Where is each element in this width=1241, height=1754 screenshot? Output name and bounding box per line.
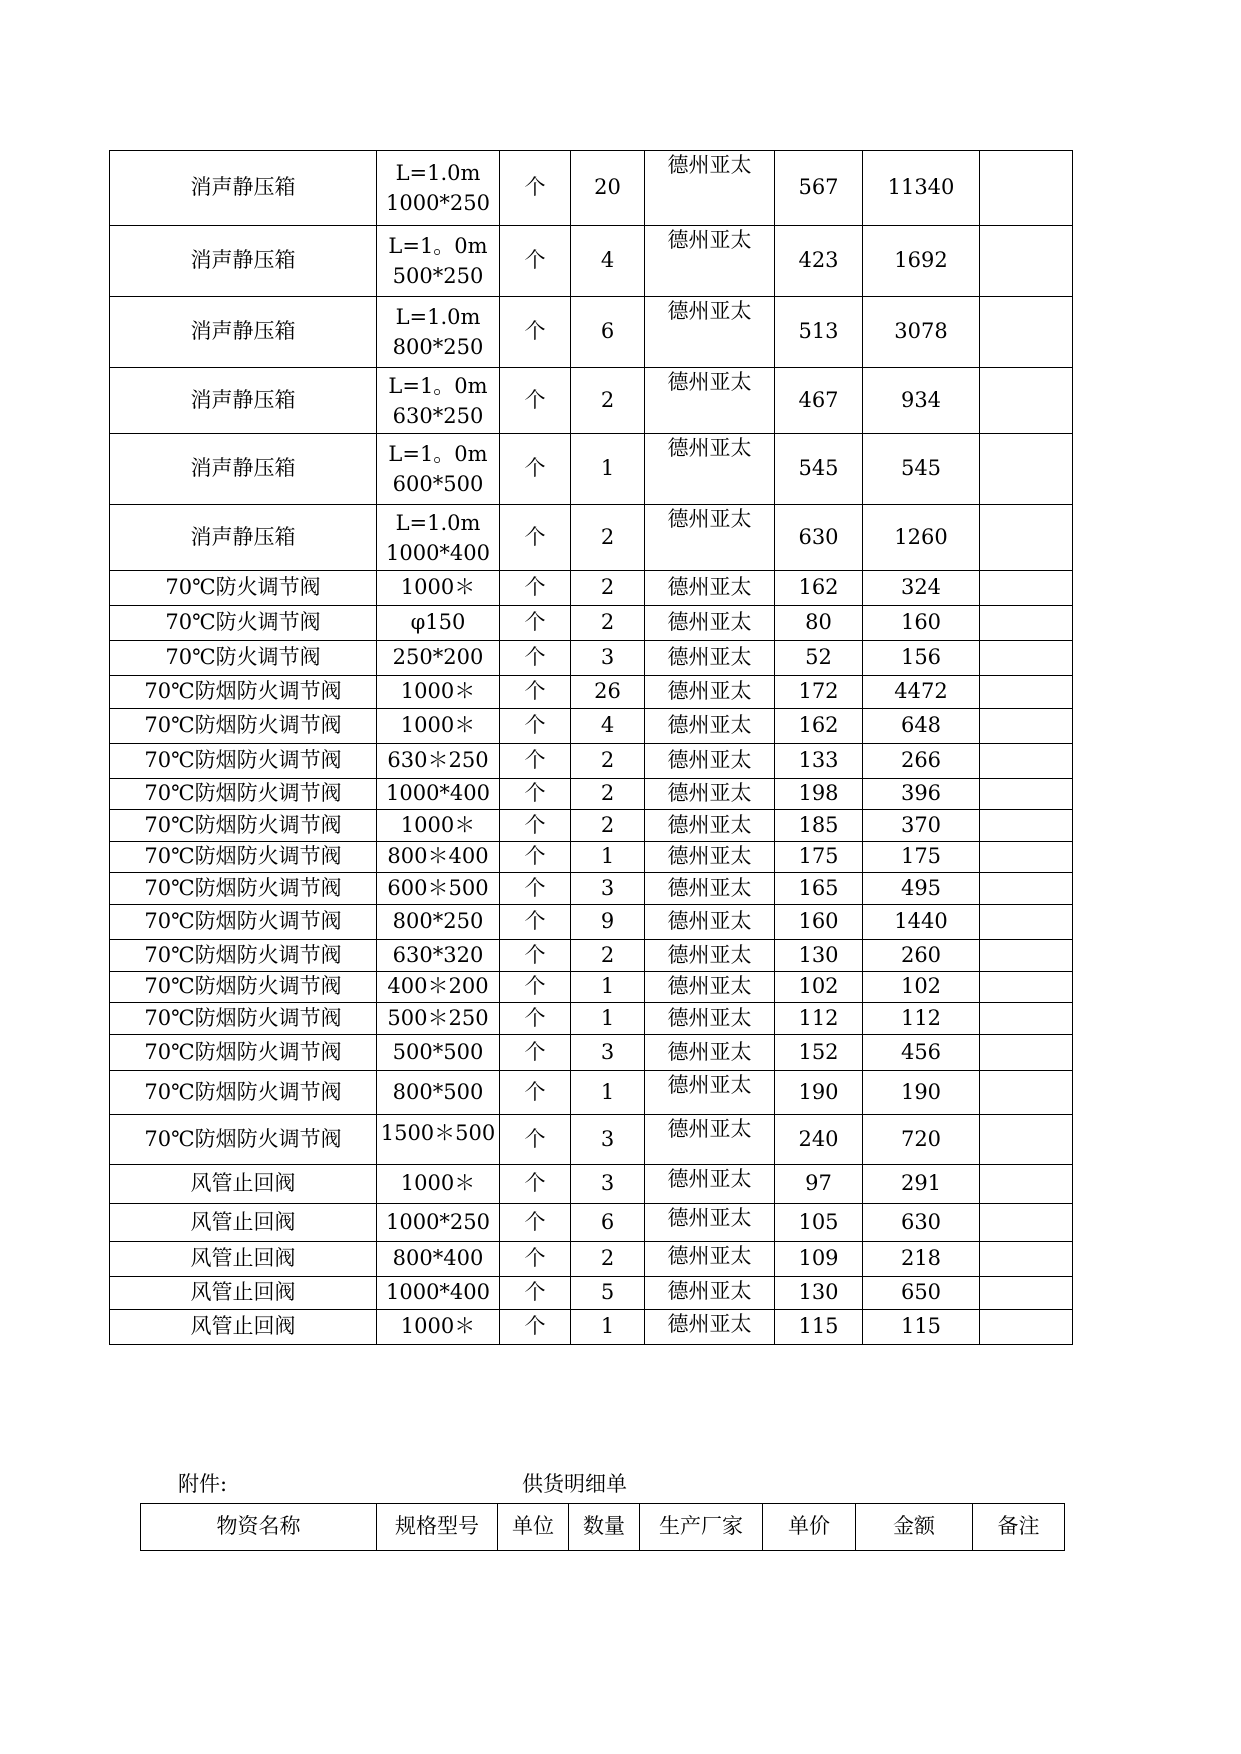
cell-amount: 11340	[863, 151, 980, 226]
table-row	[110, 905, 1073, 940]
cell-price: 130	[775, 940, 863, 972]
cell-amount: 324	[863, 571, 980, 606]
cell-spec: 1000*400	[377, 779, 500, 810]
cell-mfr: 德州亚太	[645, 226, 775, 297]
table-row	[110, 1035, 1073, 1071]
cell-amount: 112	[863, 1003, 980, 1035]
cell-price: 162	[775, 709, 863, 744]
table-row	[110, 810, 1073, 842]
cell-qty: 2	[571, 1242, 645, 1277]
cell-unit: 个	[500, 842, 571, 873]
cell-unit: 个	[500, 873, 571, 905]
table-row	[110, 297, 1073, 368]
table-row	[110, 606, 1073, 641]
cell-mfr: 德州亚太	[645, 297, 775, 368]
cell-note	[980, 641, 1073, 676]
cell-qty: 2	[571, 368, 645, 434]
cell-name: 70℃防烟防火调节阀	[110, 842, 377, 873]
cell-unit: 个	[500, 1035, 571, 1071]
cell-unit: 个	[500, 1242, 571, 1277]
cell-price: 115	[775, 1310, 863, 1345]
cell-note	[980, 434, 1073, 505]
cell-unit: 个	[500, 1310, 571, 1345]
cell-qty: 9	[571, 905, 645, 940]
cell-price: 102	[775, 972, 863, 1003]
cell-amount: 630	[863, 1204, 980, 1242]
cell-mfr: 德州亚太	[645, 1204, 775, 1242]
cell-mfr: 德州亚太	[645, 676, 775, 709]
table-row	[110, 1310, 1073, 1345]
cell-note	[980, 1003, 1073, 1035]
cell-price: 130	[775, 1277, 863, 1310]
cell-name: 70℃防烟防火调节阀	[110, 744, 377, 779]
cell-spec	[377, 368, 500, 434]
cell-spec: 1000＊	[377, 1310, 500, 1345]
cell-amount: 156	[863, 641, 980, 676]
cell-qty: 3	[571, 1115, 645, 1165]
cell-mfr: 德州亚太	[645, 434, 775, 505]
table-row	[110, 434, 1073, 505]
cell-mfr: 德州亚太	[645, 368, 775, 434]
cell-spec	[377, 226, 500, 297]
cell-mfr: 德州亚太	[645, 1003, 775, 1035]
cell-spec: 600＊500	[377, 873, 500, 905]
cell-qty: 4	[571, 226, 645, 297]
cell-unit: 个	[500, 1277, 571, 1310]
cell-qty: 20	[571, 151, 645, 226]
spec-line: L=1。0m	[388, 234, 488, 258]
spec-line: 1500＊	[380, 1121, 456, 1145]
spec-line: 1000*250	[385, 191, 491, 215]
cell-amount: 650	[863, 1277, 980, 1310]
cell-note	[980, 151, 1073, 226]
table-row	[110, 709, 1073, 744]
cell-unit: 个	[500, 709, 571, 744]
cell-amount: 1260	[863, 505, 980, 571]
cell-amount: 648	[863, 709, 980, 744]
cell-mfr: 德州亚太	[645, 779, 775, 810]
cell-qty: 3	[571, 641, 645, 676]
cell-note	[980, 676, 1073, 709]
cell-spec: 630*320	[377, 940, 500, 972]
cell-qty: 2	[571, 606, 645, 641]
cell-qty: 2	[571, 571, 645, 606]
cell-qty: 26	[571, 676, 645, 709]
cell-price: 105	[775, 1204, 863, 1242]
cell-name: 70℃防烟防火调节阀	[110, 1071, 377, 1115]
cell-price: 175	[775, 842, 863, 873]
cell-amount: 720	[863, 1115, 980, 1165]
cell-mfr: 德州亚太	[645, 940, 775, 972]
table-row	[110, 676, 1073, 709]
table-row	[110, 1277, 1073, 1310]
cell-unit: 个	[500, 434, 571, 505]
cell-price: 97	[775, 1165, 863, 1204]
cell-price: 467	[775, 368, 863, 434]
cell-spec: 250*200	[377, 641, 500, 676]
spec-line: 1000*400	[385, 540, 491, 565]
document-title: 供货明细单	[522, 1472, 627, 1496]
cell-mfr: 德州亚太	[645, 972, 775, 1003]
cell-spec: 400＊200	[377, 972, 500, 1003]
cell-price: 172	[775, 676, 863, 709]
cell-spec: 800＊400	[377, 842, 500, 873]
cell-price: 567	[775, 151, 863, 226]
cell-qty: 6	[571, 297, 645, 368]
cell-price: 112	[775, 1003, 863, 1035]
cell-qty: 2	[571, 779, 645, 810]
cell-name: 70℃防烟防火调节阀	[110, 972, 377, 1003]
cell-price: 630	[775, 505, 863, 571]
cell-price: 52	[775, 641, 863, 676]
header-note: 备注	[973, 1504, 1065, 1551]
cell-price: 152	[775, 1035, 863, 1071]
cell-amount: 190	[863, 1071, 980, 1115]
cell-note	[980, 1204, 1073, 1242]
spec-line: 600*500	[392, 472, 484, 496]
spec-line: 500	[455, 1121, 496, 1145]
spec-line: L=1.0m	[395, 161, 481, 185]
cell-mfr: 德州亚太	[645, 1071, 775, 1115]
cell-unit: 个	[500, 297, 571, 368]
cell-price: 80	[775, 606, 863, 641]
cell-amount: 4472	[863, 676, 980, 709]
cell-unit: 个	[500, 1071, 571, 1115]
cell-name: 风管止回阀	[110, 1277, 377, 1310]
cell-price: 165	[775, 873, 863, 905]
header-name: 物资名称	[141, 1504, 377, 1551]
cell-name: 70℃防烟防火调节阀	[110, 940, 377, 972]
cell-amount: 3078	[863, 297, 980, 368]
cell-spec: 630＊250	[377, 744, 500, 779]
cell-unit: 个	[500, 571, 571, 606]
cell-unit: 个	[500, 905, 571, 940]
table-row	[110, 641, 1073, 676]
cell-price: 160	[775, 905, 863, 940]
table-row	[110, 505, 1073, 571]
cell-qty: 5	[571, 1277, 645, 1310]
cell-unit: 个	[500, 676, 571, 709]
cell-unit: 个	[500, 151, 571, 226]
cell-amount: 260	[863, 940, 980, 972]
cell-note	[980, 905, 1073, 940]
cell-spec	[377, 505, 500, 571]
cell-unit: 个	[500, 779, 571, 810]
cell-amount: 175	[863, 842, 980, 873]
cell-amount: 291	[863, 1165, 980, 1204]
cell-mfr: 德州亚太	[645, 873, 775, 905]
cell-amount: 266	[863, 744, 980, 779]
cell-name: 消声静压箱	[110, 226, 377, 297]
cell-unit: 个	[500, 940, 571, 972]
cell-note	[980, 940, 1073, 972]
cell-note	[980, 606, 1073, 641]
header-spec: 规格型号	[377, 1504, 498, 1551]
cell-mfr: 德州亚太	[645, 505, 775, 571]
cell-note	[980, 1310, 1073, 1345]
cell-name: 70℃防烟防火调节阀	[110, 676, 377, 709]
cell-note	[980, 505, 1073, 571]
header-row	[141, 1504, 1065, 1551]
table-row	[110, 779, 1073, 810]
cell-note	[980, 368, 1073, 434]
cell-mfr: 德州亚太	[645, 810, 775, 842]
cell-unit: 个	[500, 972, 571, 1003]
cell-spec	[377, 434, 500, 505]
cell-amount: 456	[863, 1035, 980, 1071]
cell-price: 423	[775, 226, 863, 297]
spec-line: 500*250	[392, 264, 484, 288]
header-unit: 单位	[498, 1504, 569, 1551]
cell-spec: 800*250	[377, 905, 500, 940]
header-qty: 数量	[569, 1504, 640, 1551]
cell-unit: 个	[500, 505, 571, 571]
cell-spec: 1000*250	[377, 1204, 500, 1242]
cell-name: 70℃防烟防火调节阀	[110, 709, 377, 744]
spec-line: L=1.0m	[395, 305, 481, 329]
header-price: 单价	[763, 1504, 856, 1551]
table-row	[110, 1071, 1073, 1115]
cell-amount: 495	[863, 873, 980, 905]
table-row	[110, 744, 1073, 779]
cell-amount: 218	[863, 1242, 980, 1277]
table-row	[110, 368, 1073, 434]
cell-amount: 102	[863, 972, 980, 1003]
cell-mfr: 德州亚太	[645, 709, 775, 744]
cell-note	[980, 709, 1073, 744]
cell-unit: 个	[500, 1165, 571, 1204]
cell-mfr: 德州亚太	[645, 1310, 775, 1345]
cell-spec	[377, 1115, 500, 1165]
cell-mfr: 德州亚太	[645, 1115, 775, 1165]
cell-qty: 3	[571, 1035, 645, 1071]
cell-note	[980, 1071, 1073, 1115]
supply-detail-table	[109, 150, 1073, 1345]
cell-price: 198	[775, 779, 863, 810]
cell-qty: 2	[571, 744, 645, 779]
cell-amount: 115	[863, 1310, 980, 1345]
cell-price: 162	[775, 571, 863, 606]
cell-name: 消声静压箱	[110, 434, 377, 505]
cell-qty: 1	[571, 434, 645, 505]
cell-note	[980, 810, 1073, 842]
cell-spec	[377, 297, 500, 368]
cell-name: 风管止回阀	[110, 1310, 377, 1345]
table-row	[110, 873, 1073, 905]
cell-mfr: 德州亚太	[645, 905, 775, 940]
cell-note	[980, 873, 1073, 905]
cell-qty: 6	[571, 1204, 645, 1242]
cell-unit: 个	[500, 226, 571, 297]
cell-note	[980, 1277, 1073, 1310]
cell-qty: 3	[571, 1165, 645, 1204]
cell-spec: 1000＊	[377, 1165, 500, 1204]
cell-name: 风管止回阀	[110, 1204, 377, 1242]
cell-mfr: 德州亚太	[645, 1165, 775, 1204]
cell-name: 70℃防烟防火调节阀	[110, 1035, 377, 1071]
cell-mfr: 德州亚太	[645, 571, 775, 606]
cell-amount: 545	[863, 434, 980, 505]
spec-line: L=1。0m	[388, 373, 488, 398]
cell-note	[980, 744, 1073, 779]
cell-name: 70℃防烟防火调节阀	[110, 779, 377, 810]
cell-qty: 2	[571, 810, 645, 842]
cell-spec	[377, 151, 500, 226]
cell-price: 513	[775, 297, 863, 368]
cell-name: 风管止回阀	[110, 1242, 377, 1277]
cell-note	[980, 779, 1073, 810]
cell-qty: 2	[571, 940, 645, 972]
cell-amount: 160	[863, 606, 980, 641]
cell-unit: 个	[500, 1003, 571, 1035]
cell-name: 70℃防火调节阀	[110, 641, 377, 676]
cell-note	[980, 1165, 1073, 1204]
cell-name: 70℃防烟防火调节阀	[110, 1003, 377, 1035]
table-row	[110, 1204, 1073, 1242]
cell-mfr: 德州亚太	[645, 606, 775, 641]
cell-qty: 1	[571, 972, 645, 1003]
cell-amount: 370	[863, 810, 980, 842]
table-row	[110, 1003, 1073, 1035]
cell-spec: 1000*400	[377, 1277, 500, 1310]
cell-mfr: 德州亚太	[645, 641, 775, 676]
cell-name: 风管止回阀	[110, 1165, 377, 1204]
cell-name: 70℃防火调节阀	[110, 606, 377, 641]
cell-qty: 4	[571, 709, 645, 744]
cell-amount: 396	[863, 779, 980, 810]
cell-qty: 1	[571, 1071, 645, 1115]
cell-name: 70℃防烟防火调节阀	[110, 873, 377, 905]
cell-price: 190	[775, 1071, 863, 1115]
table-row	[110, 1242, 1073, 1277]
cell-note	[980, 1115, 1073, 1165]
cell-name: 70℃防烟防火调节阀	[110, 1115, 377, 1165]
cell-amount: 1692	[863, 226, 980, 297]
cell-spec: 1000＊	[377, 709, 500, 744]
cell-note	[980, 1035, 1073, 1071]
supply-header-table	[140, 1503, 1065, 1551]
cell-spec: 1000＊	[377, 676, 500, 709]
cell-price: 545	[775, 434, 863, 505]
cell-mfr: 德州亚太	[645, 151, 775, 226]
cell-unit: 个	[500, 641, 571, 676]
cell-note	[980, 972, 1073, 1003]
cell-spec: 500*500	[377, 1035, 500, 1071]
cell-mfr: 德州亚太	[645, 1277, 775, 1310]
header-mfr: 生产厂家	[640, 1504, 763, 1551]
cell-spec: 800*400	[377, 1242, 500, 1277]
cell-mfr: 德州亚太	[645, 1035, 775, 1071]
cell-price: 240	[775, 1115, 863, 1165]
spec-line: 800*250	[392, 335, 484, 359]
table-row	[110, 940, 1073, 972]
cell-unit: 个	[500, 744, 571, 779]
cell-qty: 1	[571, 842, 645, 873]
cell-price: 133	[775, 744, 863, 779]
table-row	[110, 1115, 1073, 1165]
cell-qty: 2	[571, 505, 645, 571]
cell-mfr: 德州亚太	[645, 744, 775, 779]
cell-name: 70℃防火调节阀	[110, 571, 377, 606]
cell-unit: 个	[500, 368, 571, 434]
cell-price: 185	[775, 810, 863, 842]
cell-spec: 500＊250	[377, 1003, 500, 1035]
spec-line: L=1.0m	[395, 510, 481, 535]
cell-spec: 1000＊	[377, 571, 500, 606]
spec-line: L=1。0m	[388, 442, 488, 466]
cell-spec: φ150	[377, 606, 500, 641]
cell-unit: 个	[500, 606, 571, 641]
cell-amount: 1440	[863, 905, 980, 940]
cell-note	[980, 226, 1073, 297]
cell-mfr: 德州亚太	[645, 842, 775, 873]
cell-mfr: 德州亚太	[645, 1242, 775, 1277]
header-amount: 金额	[856, 1504, 973, 1551]
cell-name: 70℃防烟防火调节阀	[110, 810, 377, 842]
cell-note	[980, 571, 1073, 606]
cell-name: 消声静压箱	[110, 368, 377, 434]
table-body	[110, 151, 1073, 1345]
cell-spec: 1000＊	[377, 810, 500, 842]
cell-qty: 1	[571, 1310, 645, 1345]
table-row	[110, 842, 1073, 873]
table-row	[110, 1165, 1073, 1204]
table-row	[110, 151, 1073, 226]
cell-name: 70℃防烟防火调节阀	[110, 905, 377, 940]
cell-qty: 3	[571, 873, 645, 905]
attachment-label: 附件:	[178, 1472, 228, 1496]
cell-note	[980, 1242, 1073, 1277]
cell-amount: 934	[863, 368, 980, 434]
cell-note	[980, 842, 1073, 873]
spec-line: 630*250	[392, 403, 484, 428]
table-row	[110, 571, 1073, 606]
cell-unit: 个	[500, 810, 571, 842]
cell-spec: 800*500	[377, 1071, 500, 1115]
cell-price: 109	[775, 1242, 863, 1277]
cell-unit: 个	[500, 1204, 571, 1242]
table-row	[110, 226, 1073, 297]
cell-name: 消声静压箱	[110, 151, 377, 226]
cell-unit: 个	[500, 1115, 571, 1165]
cell-name: 消声静压箱	[110, 297, 377, 368]
cell-name: 消声静压箱	[110, 505, 377, 571]
cell-qty: 1	[571, 1003, 645, 1035]
table-row	[110, 972, 1073, 1003]
cell-note	[980, 297, 1073, 368]
